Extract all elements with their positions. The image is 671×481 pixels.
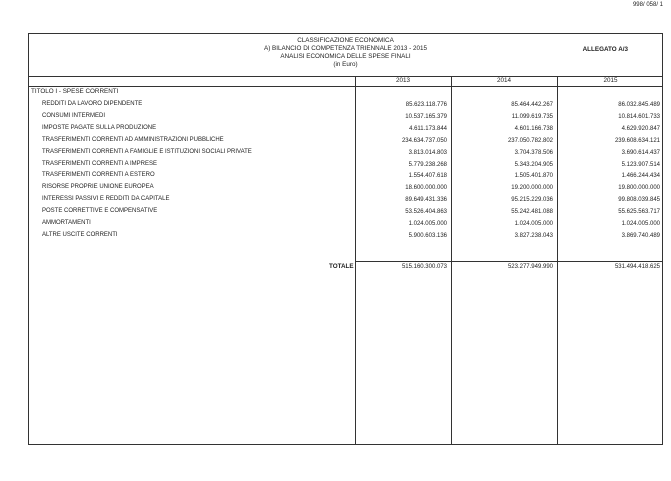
- row-value-2015: 55.625.563.717: [618, 209, 660, 216]
- row-value-2014: 11.099.619.735: [511, 113, 553, 120]
- row-label: INTERESSI PASSIVI E REDDITI DA CAPITALE: [42, 196, 170, 203]
- row-label: TRASFERIMENTI CORRENTI AD AMMINISTRAZIONI PUBBLICHE: [42, 136, 224, 143]
- row-value-2013: 53.526.404.863: [405, 209, 447, 216]
- row-value-2015: 99.808.039.845: [618, 197, 660, 204]
- row-value-2014: 85.464.442.267: [511, 102, 553, 108]
- row-label: TRASFERIMENTI CORRENTI A IMPRESE: [42, 160, 158, 167]
- allegato-label: ALLEGATO A/3: [582, 46, 628, 53]
- row-value-2013: 10.537.165.379: [405, 113, 447, 120]
- row-value-2014: 237.050.782.802: [507, 137, 553, 144]
- row-value-2013: 5.900.603.136: [408, 232, 447, 239]
- row-value-2013: 85.623.118.776: [405, 102, 447, 108]
- row-value-2015: 19.800.000.000: [618, 185, 660, 192]
- table-header: [29, 34, 662, 77]
- total-separator: [355, 261, 662, 262]
- row-value-2013: 89.649.431.336: [405, 197, 447, 204]
- document-table: [28, 33, 663, 445]
- row-value-2014: 1.024.005.000: [514, 221, 553, 227]
- year-header-row: [29, 76, 662, 87]
- header-line-3: ANALISI ECONOMICA DELLE SPESE FINALI: [280, 53, 411, 60]
- row-value-2013: 1.554.407.618: [408, 173, 447, 180]
- row-value-2015: 3.690.614.437: [621, 149, 660, 156]
- row-value-2014: 19.200.000.000: [511, 185, 553, 192]
- row-value-2015: 10.814.601.733: [618, 113, 660, 120]
- row-value-2015: 239.608.634.121: [614, 137, 660, 144]
- row-value-2014: 55.242.481.088: [511, 209, 553, 216]
- row-label: RISORSE PROPRIE UNIONE EUROPEA: [42, 184, 154, 191]
- total-value-2014: 523.277.949.990: [507, 264, 553, 270]
- titolo-heading: TITOLO I - SPESE CORRENTI: [31, 88, 119, 95]
- row-label: POSTE CORRETTIVE E COMPENSATIVE: [42, 208, 158, 215]
- row-value-2014: 95.215.229.036: [511, 197, 553, 204]
- row-value-2014: 3.704.378.506: [514, 149, 553, 156]
- header-line-1: CLASSIFICAZIONE ECONOMICA: [297, 37, 394, 44]
- year-2015: 2015: [603, 77, 618, 84]
- row-value-2013: 18.600.000.000: [405, 185, 447, 192]
- row-value-2013: 234.634.737.050: [401, 137, 447, 144]
- row-value-2014: 4.601.166.738: [514, 125, 553, 132]
- row-value-2015: 3.869.740.489: [621, 232, 660, 239]
- row-label: IMPOSTE PAGATE SULLA PRODUZIONE: [42, 124, 157, 131]
- row-value-2015: 4.629.920.847: [621, 125, 660, 132]
- year-2014: 2014: [496, 77, 511, 84]
- row-value-2015: 86.032.845.489: [618, 102, 660, 108]
- row-value-2015: 1.024.005.000: [621, 221, 660, 227]
- row-label: TRASFERIMENTI CORRENTI A FAMIGLIE E ISTITUZIONI SOCIALI PRIVATE: [42, 148, 252, 155]
- row-value-2014: 1.505.401.870: [514, 173, 553, 180]
- row-value-2014: 3.827.238.043: [514, 232, 553, 239]
- row-label: REDDITI DA LAVORO DIPENDENTE: [42, 101, 143, 107]
- row-label: ALTRE USCITE CORRENTI: [42, 231, 118, 238]
- total-value-2013: 515.160.300.073: [401, 264, 447, 270]
- header-line-2: A) BILANCIO DI COMPETENZA TRIENNALE 2013 - 2015: [264, 45, 427, 52]
- year-2013: 2013: [395, 77, 410, 84]
- row-value-2013: 3.813.014.803: [408, 149, 447, 156]
- page-reference: 998/ 058/ 1: [632, 2, 663, 8]
- row-label: AMMORTAMENTI: [42, 220, 91, 226]
- row-value-2014: 5.343.204.905: [514, 161, 553, 168]
- total-value-2015: 531.494.418.625: [614, 264, 660, 270]
- row-value-2013: 5.779.238.268: [408, 161, 447, 168]
- row-value-2015: 1.466.244.434: [621, 173, 660, 180]
- row-value-2013: 1.024.005.000: [408, 221, 447, 227]
- row-label: TRASFERIMENTI CORRENTI A ESTERO: [42, 172, 155, 179]
- row-label: CONSUMI INTERMEDI: [42, 112, 105, 119]
- total-label: TOTALE: [329, 263, 354, 270]
- row-value-2013: 4.611.173.844: [409, 125, 447, 132]
- header-line-4: (in Euro): [333, 61, 358, 68]
- row-value-2015: 5.123.907.514: [621, 161, 660, 168]
